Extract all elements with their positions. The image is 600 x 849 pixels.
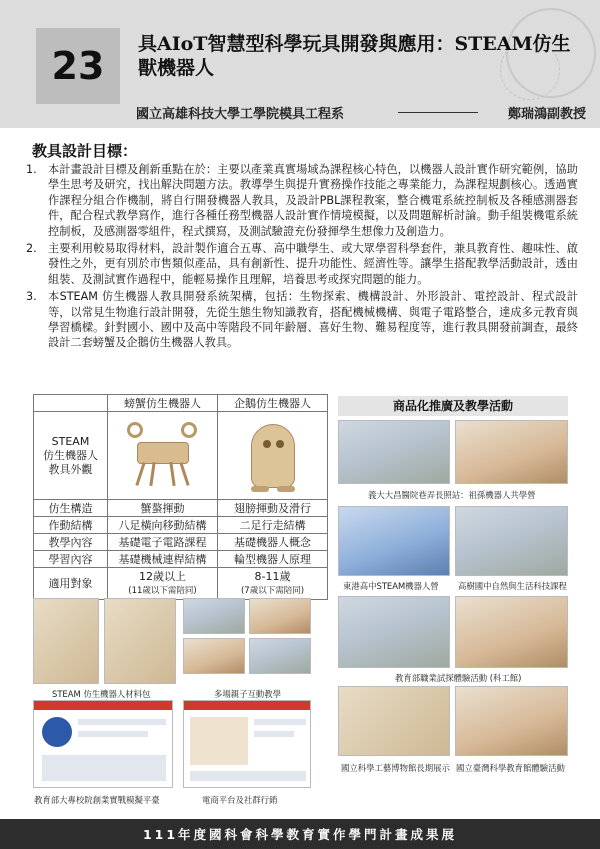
- caption-kit: STEAM 仿生機器人材料包: [52, 689, 151, 699]
- col-header-penguin: 企鵝仿生機器人: [218, 395, 328, 412]
- donggang-photo: [338, 506, 450, 576]
- author: 鄭瑞鴻副教授: [507, 107, 586, 122]
- promo-heading: 商品化推廣及教學活動: [338, 396, 568, 416]
- row-label: 作動結構: [34, 517, 108, 534]
- affiliation: 國立高雄科技大學工學院模具工程系: [136, 107, 345, 122]
- goal-item: [26, 289, 578, 351]
- row-label: 學習內容: [34, 551, 108, 568]
- project-number: 23: [51, 44, 105, 88]
- parent-session-photo: [183, 638, 245, 674]
- table-corner: [34, 395, 108, 412]
- cell-crab: 基礎電子電路課程: [108, 534, 218, 551]
- cell-crab-age: 12歲以上 (11歲以下需陪同): [108, 568, 218, 600]
- table-row: [34, 534, 328, 551]
- caption-platform: 教育部大專校院創業實戰模擬平臺: [34, 795, 160, 805]
- caption-parent: 多場親子互動教學: [214, 689, 281, 699]
- caption-moe: 教育部職業試探體驗活動 (科工館): [395, 673, 522, 683]
- kit-photo-2: [104, 598, 176, 684]
- caption-donggang: 東港高中STEAM機器人營: [343, 581, 439, 591]
- goal-text: 主要利用較易取得材料，設計製作適合五專、高中職學生、或大眾學習科學套件，兼具教育性、趣味性、啟發性之外，更有別於市售類似產品，具有創新性、提升功能性、經濟性等。讓學生搭配教學活動設計，透由組裝、及測試實作過程中，能輕易操作且理解，培養思考或探究問題的能力。: [48, 242, 578, 286]
- cell-crab: 基礎機械連桿結構: [108, 551, 218, 568]
- poster-body: [0, 128, 600, 819]
- kit-photo: [33, 598, 99, 684]
- goal-number: 2.: [26, 242, 37, 256]
- nstm-photo: [455, 686, 568, 756]
- footer-text: 111年度國科會科學教育實作學門計畫成果展: [142, 827, 458, 842]
- caption-craft: 國立科學工藝博物館長期展示: [341, 763, 450, 773]
- goal-text: 本計畫設計目標及創新重點在於：主要以產業真實場域為課程核心特色，以機器人設計實作研究範例，協助學生思考及研究，找出解決問題方法。教導學生與提升實務操作技能之專業能力，為課程規劃核心。透過實作課程分組合作機制，將自行開發機器人教具，及設計PBL課程教案，整合機電系統控制板及各種感測器套件，配合程式教學寫作，進行各種任務型機器人設計實作情境模擬，以及問題解析討論。動手組裝機電系統控制板，及感測器零組件，程式撰寫，及測試驗證充份發揮學生想像力及創造力。: [48, 163, 578, 238]
- goal-number: 1.: [26, 163, 37, 176]
- table-row: [34, 500, 328, 517]
- goal-text: 本STEAM 仿生機器人教具開發系統架構，包括：生物探索、機構設計、外形設計、電控設計、程式設計等，以常見生物進行設計開發，先從生態生物知識教育，搭配機械機構、與電子電路整合，達成多元教育與學習橋樑。針對國小、國中及高中等階段不同年齡層、喜好生物、難易程度等，進行教具開發前調查，最終設計二套螃蟹及企鵝仿生機器人教具。: [48, 290, 578, 350]
- craft-museum-photo: [338, 686, 450, 756]
- cell-penguin: 二足行走結構: [218, 517, 328, 534]
- platform-screenshot: [33, 700, 173, 788]
- table-row-age: [34, 568, 328, 600]
- row-label: 仿生構造: [34, 500, 108, 517]
- parent-session-photo: [249, 598, 311, 634]
- cell-crab: 八足橫向移動結構: [108, 517, 218, 534]
- crab-robot-image: [108, 412, 218, 500]
- cell-crab: 蟹螯揮動: [108, 500, 218, 517]
- goal-item: [26, 162, 578, 239]
- project-number-box: [36, 28, 120, 104]
- table-row: [34, 551, 328, 568]
- hospital-photo: [338, 420, 450, 484]
- gaoshu-photo: [455, 506, 568, 576]
- parent-session-photo: [183, 598, 245, 634]
- penguin-robot-image: [218, 412, 328, 500]
- poster-header: [0, 0, 600, 128]
- robot-spec-table: [33, 394, 328, 600]
- row-label: 適用對象: [34, 568, 108, 600]
- ecommerce-screenshot: [183, 700, 311, 788]
- cell-penguin: 翅膀揮動及滑行: [218, 500, 328, 517]
- hospital-photo-2: [455, 420, 568, 484]
- row-label-appearance: STEAM 仿生機器人 教具外觀: [34, 412, 108, 500]
- caption-nstm: 國立臺灣科學教育館體驗活動: [456, 763, 565, 773]
- goal-item: [26, 241, 578, 287]
- cell-penguin-age: 8-11歲 (7歲以下需陪同): [218, 568, 328, 600]
- section-heading: 教具設計目標：: [32, 142, 138, 160]
- caption-hospital: 義大大昌醫院巷弄長照站：祖孫機器人共學營: [368, 490, 536, 500]
- goals-list: [26, 162, 578, 353]
- cell-penguin: 基礎機器人概念: [218, 534, 328, 551]
- byline-separator: [398, 112, 478, 113]
- byline: [136, 103, 586, 121]
- poster-footer: [0, 819, 600, 849]
- goal-number: 3.: [26, 290, 37, 304]
- row-label: 教學內容: [34, 534, 108, 551]
- cell-penguin: 輪型機器人原理: [218, 551, 328, 568]
- poster-title: 具AIoT智慧型科學玩具開發與應用：STEAM仿生獸機器人: [138, 33, 571, 79]
- caption-gaoshu: 高樹國中自然與生活科技課程: [458, 581, 567, 591]
- moe-photo-2: [455, 596, 568, 668]
- parent-session-photo: [249, 638, 311, 674]
- table-row: [34, 517, 328, 534]
- moe-photo: [338, 596, 450, 668]
- caption-ecommerce: 電商平台及社群行銷: [202, 795, 278, 805]
- col-header-crab: 螃蟹仿生機器人: [108, 395, 218, 412]
